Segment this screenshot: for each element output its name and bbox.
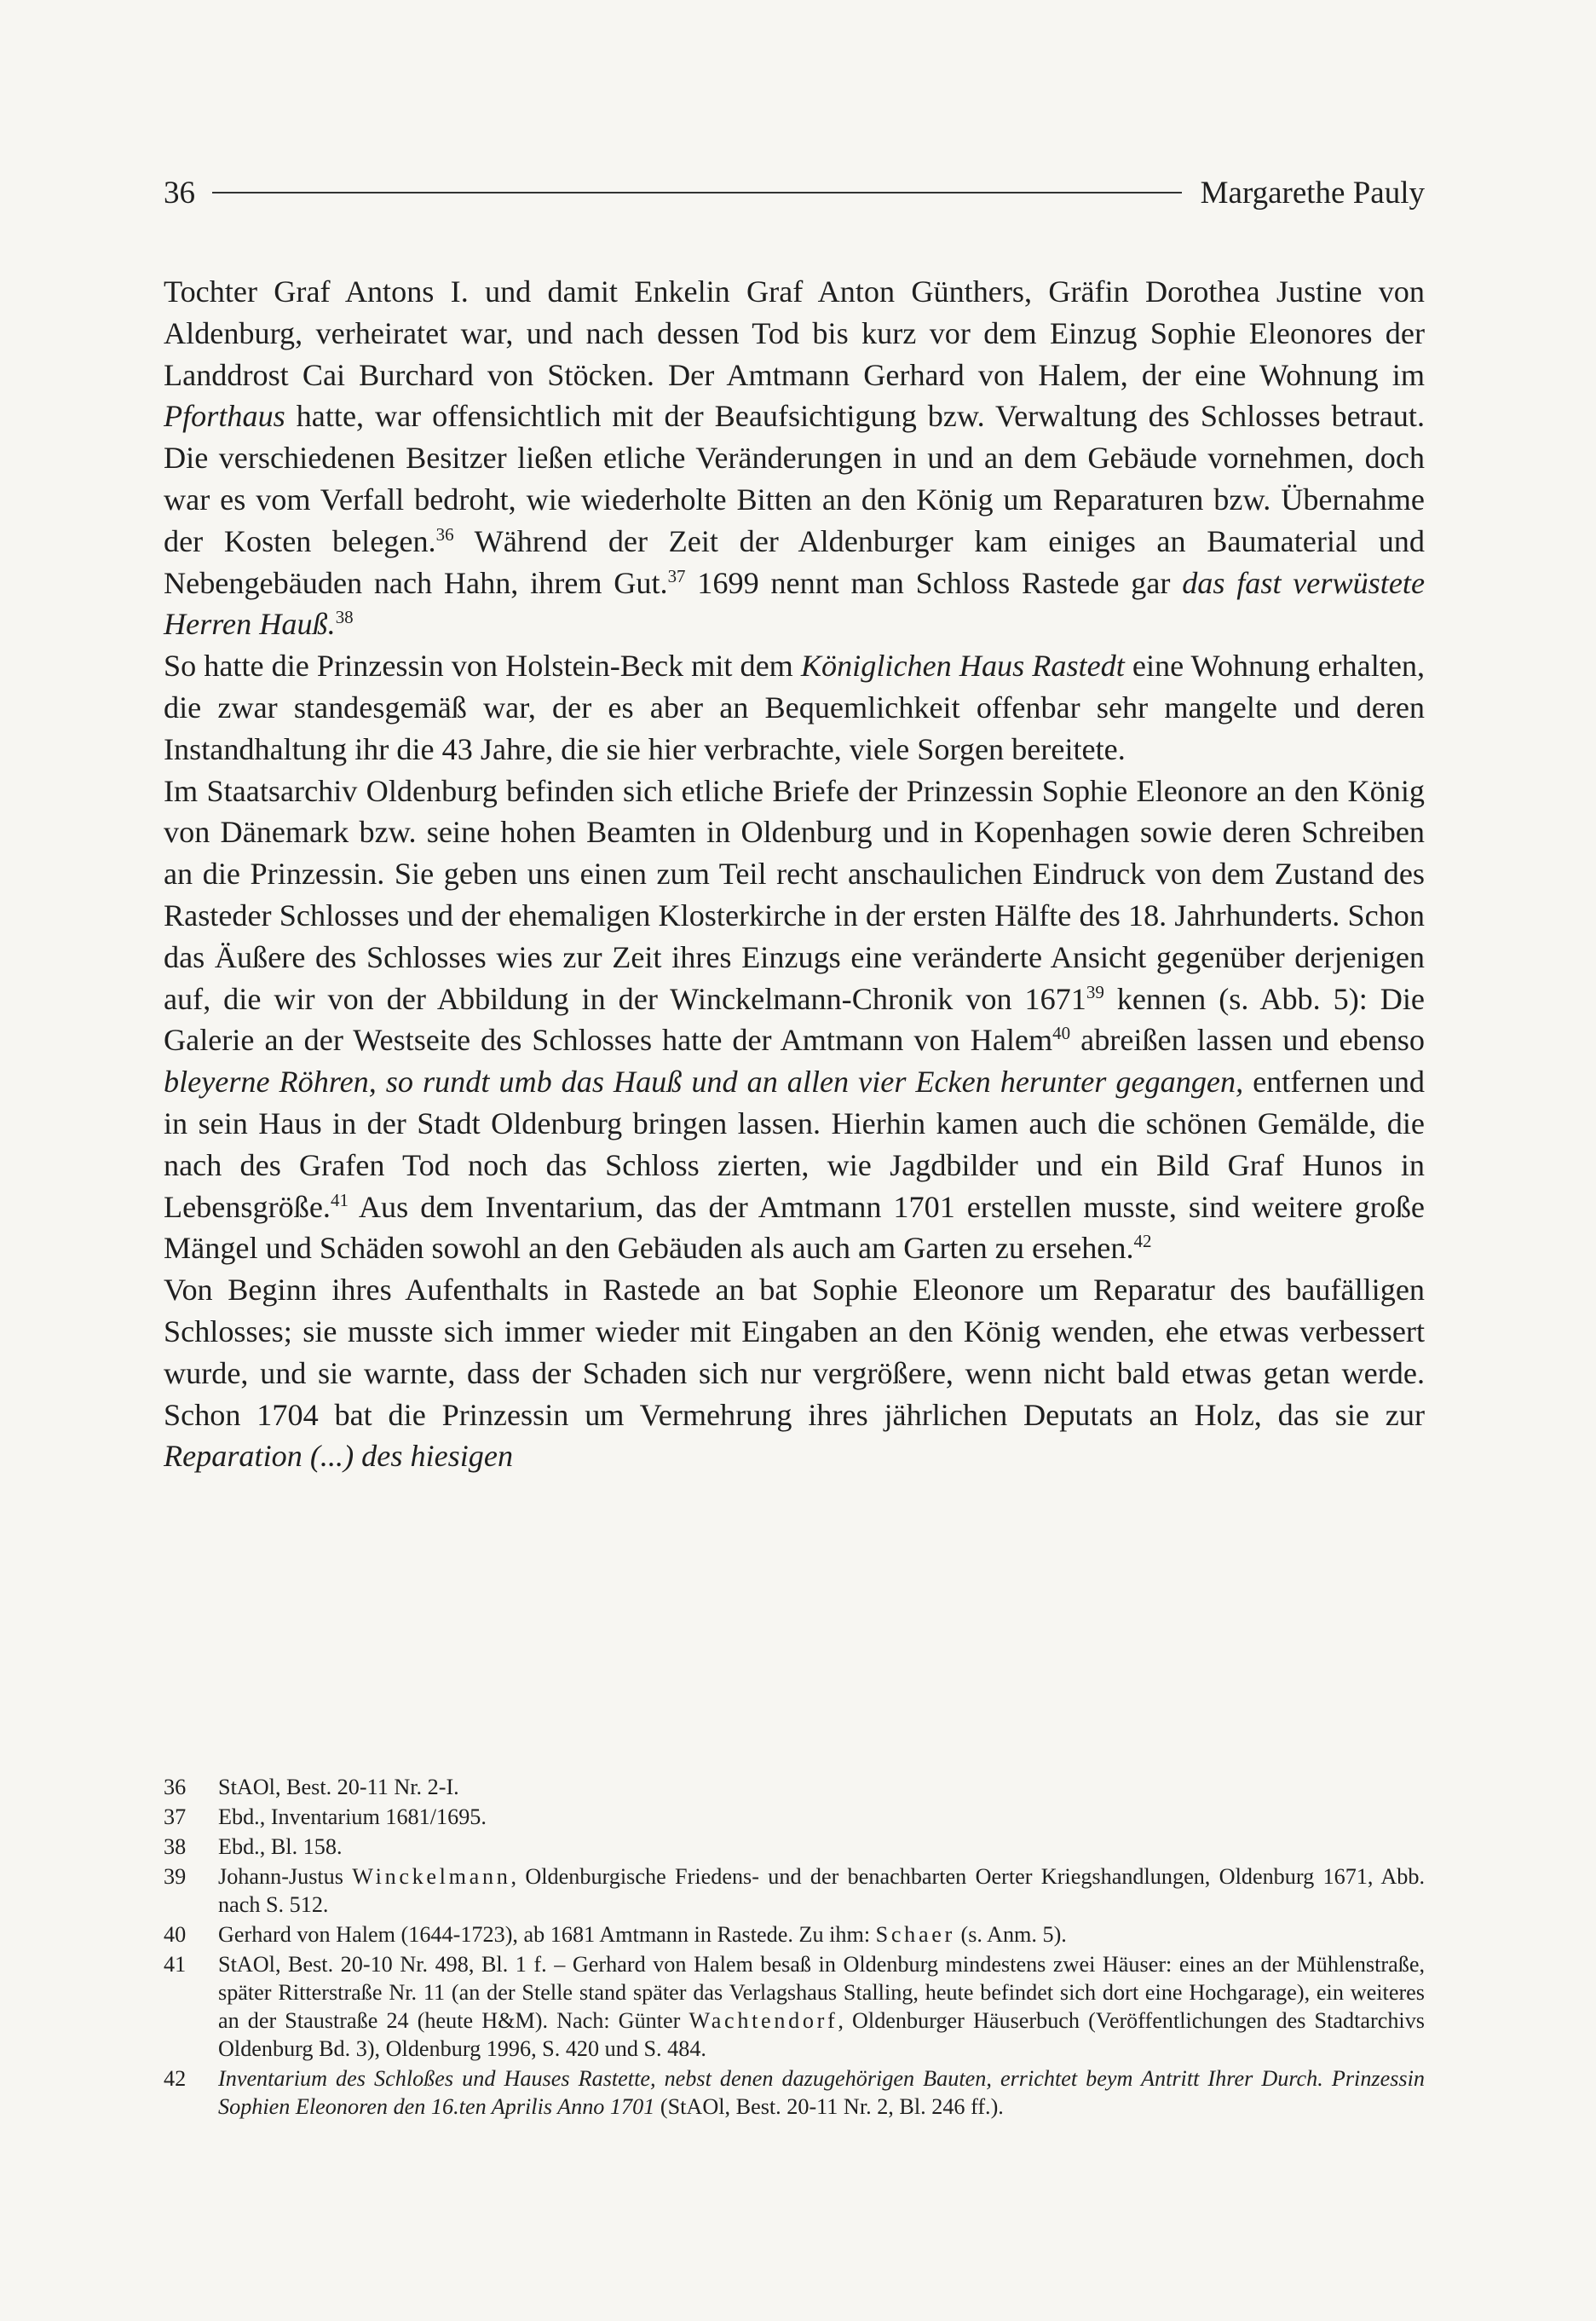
paragraph-3 [164, 771, 1425, 1270]
footnote-number: 39 [164, 1864, 187, 1889]
italic-quote: Königlichen Haus Rastedt [800, 649, 1125, 684]
footnote-text: StAOl, Best. 20-11 Nr. 2-I. [218, 1775, 459, 1799]
footnote-number: 41 [164, 1952, 187, 1977]
footnote-ref-41[interactable]: 41 [330, 1189, 349, 1210]
text-run: entfernen und in sein Haus in der Stadt Oldenburg bringen lassen. Hierhin kamen auch die schönen Gemälde, die nach des Grafen Tod noch das Schloss zierten, wie Jagdbilder und ein Bild Graf Hunos in Lebensgröße. [164, 1065, 1426, 1224]
footnote-38 [164, 1833, 1425, 1861]
main-text [164, 271, 1425, 1477]
text-run: (StAOl, Best. 20-11 Nr. 2, Bl. 246 ff.). [654, 2094, 1004, 2119]
footnote-text [218, 1862, 1425, 1919]
footnote-number: 36 [164, 1775, 187, 1799]
text-run: Von Beginn ihres Aufenthalts in Rastede an bat Sophie Eleonore um Reparatur des baufälligen Schlosses; sie musste sich immer wieder mit Eingaben an den König wenden, ehe etwas verbessert wurde, und sie warnte, dass der Schaden sich nur vergrößere, wenn nicht bald etwas getan werde. Schon 1704 bat die Prinzessin um Vermehrung ihres jährlichen Deputats an Holz, das sie zur [164, 1273, 1425, 1432]
author-name-spaced: Wachtendorf [689, 2008, 838, 2033]
footnote-number: 42 [164, 2066, 187, 2091]
author-name-spaced: Schaer [875, 1922, 955, 1947]
footnotes [164, 1773, 1425, 2122]
paragraph-4 [164, 1269, 1425, 1477]
footnote-ref-42[interactable]: 42 [1133, 1231, 1152, 1252]
text-run: Während der Zeit der Aldenburger kam einiges an Baumaterial und Nebengebäuden nach Hahn, ihrem Gut. [164, 523, 1425, 600]
italic-quote: das fast verwüstete Herren Hauß. [164, 565, 1425, 642]
text-run: Gerhard von Halem (1644-1723), ab 1681 Amtmann in Rastede. Zu ihm: [218, 1922, 876, 1947]
italic-quote: bleyerne Röhren, so rundt umb das Hauß und an allen vier Ecken herunter gegangen, [164, 1065, 1244, 1100]
footnote-40 [164, 1920, 1425, 1949]
text-run: StAOl, Best. 20-10 Nr. 498, Bl. 1 f. – Gerhard von Halem besaß in Oldenburg mindestens zwei Häuser: eines an der Mühlenstraße, später Ritterstraße Nr. 11 (an der Stelle stand später das Verlagshaus Stalling, heute befindet sich dort eine Hochgarage), ein weiteres an der Staustraße 24 (heute H&M). Nach: Günter [218, 1952, 1425, 2033]
text-run: 1699 nennt man Schloss Rastede gar [685, 565, 1183, 600]
text-run: , Oldenburgische Friedens- und der benachbarten Oerter Kriegshandlungen, Oldenburg 1671, Abb. nach S. 512. [218, 1864, 1426, 1917]
text-run: Tochter Graf Antons I. und damit Enkelin Graf Anton Günthers, Gräfin Dorothea Justine von Aldenburg, verheiratet war, und nach dessen Tod bis kurz vor dem Einzug Sophie Eleonores der Landdrost Cai Burchard von Stöcken. Der Amtmann Gerhard von Halem, der eine Wohnung im [164, 274, 1425, 392]
text-run: eine Wohnung erhalten, die zwar standesgemäß war, der es aber an Bequemlichkeit offenbar sehr mangelte und deren Instandhaltung ihr die 43 Jahre, die sie hier verbrachte, viele Sorgen bereitete. [164, 649, 1426, 766]
footnote-42 [164, 2064, 1425, 2121]
page-number: 36 [164, 175, 195, 211]
text-run: abreißen lassen und ebenso [1070, 1023, 1425, 1058]
footnote-37 [164, 1803, 1425, 1831]
paragraph-1 [164, 271, 1425, 645]
footnote-text [218, 1920, 1425, 1949]
text-run: Johann-Justus [218, 1864, 353, 1889]
text-run: hatte, war offensichtlich mit der Beaufsichtigung bzw. Verwaltung des Schlosses betraut. Die verschiedenen Besitzer ließen etliche Veränderungen in und an dem Gebäude vornehmen, doch war es vom Verfall bedroht, wie wiederholte Bitten an den König um Reparaturen bzw. Übernahme der Kosten belegen. [164, 399, 1425, 558]
footnote-39 [164, 1862, 1425, 1919]
footnote-ref-38[interactable]: 38 [335, 607, 354, 628]
footnote-ref-37[interactable]: 37 [667, 565, 686, 586]
text-run: (s. Anm. 5). [954, 1922, 1067, 1947]
footnote-ref-36[interactable]: 36 [435, 523, 454, 545]
text-run: Aus dem Inventarium, das der Amtmann 1701 erstellen musste, sind weitere große Mängel und Schäden sowohl an den Gebäuden als auch am Garten zu ersehen. [164, 1189, 1425, 1266]
footnote-number: 37 [164, 1804, 187, 1829]
footnote-text: Ebd., Inventarium 1681/1695. [218, 1804, 487, 1829]
paragraph-2 [164, 645, 1425, 770]
footnote-36 [164, 1773, 1425, 1801]
author-name-spaced: Winckelmann [352, 1864, 511, 1889]
footnote-41 [164, 1950, 1425, 2063]
text-run: , Oldenburger Häuserbuch (Veröffentlichungen des Stadtarchivs Oldenburg Bd. 3), Oldenburg 1996, S. 420 und S. 484. [218, 2008, 1425, 2061]
italic-title: Inventarium des Schloßes und Hauses Rastette, nebst denen dazugehörigen Bauten, errichtet beym Antritt Ihrer Durch. Prinzessin Sophien Eleonoren den 16.ten Aprilis Anno 1701 [218, 2066, 1425, 2119]
italic-quote: Pforthaus [164, 399, 285, 434]
header-rule [212, 192, 1182, 193]
italic-quote: Reparation (...) des hiesigen [164, 1439, 514, 1474]
footnote-text [218, 2064, 1425, 2121]
footnote-text [218, 1950, 1425, 2063]
text-run: So hatte die Prinzessin von Holstein-Beck mit dem [164, 649, 801, 684]
running-header [164, 167, 1425, 218]
footnote-ref-40[interactable]: 40 [1052, 1023, 1071, 1044]
footnote-ref-39[interactable]: 39 [1086, 981, 1104, 1002]
text-run: Im Staatsarchiv Oldenburg befinden sich etliche Briefe der Prinzessin Sophie Eleonore an den König von Dänemark bzw. seine hohen Beamten in Oldenburg und in Kopenhagen sowie deren Schreiben an die Prinzessin. Sie geben uns einen zum Teil recht anschaulichen Eindruck von dem Zustand des Rasteder Schlosses und der ehemaligen Klosterkirche in der ersten Hälfte des 18. Jahrhunderts. Schon das Äußere des Schlosses wies zur Zeit ihres Einzugs eine veränderte Ansicht gegenüber derjenigen auf, die wir von der Abbildung in der Winckelmann-Chronik von 1671 [164, 773, 1425, 1016]
running-header-author: Margarethe Pauly [1200, 175, 1425, 211]
footnote-number: 38 [164, 1834, 187, 1859]
text-run: kennen (s. Abb. 5): Die Galerie an der Westseite des Schlosses hatte der Amtmann von Halem [164, 981, 1425, 1058]
footnote-number: 40 [164, 1922, 187, 1947]
footnote-text: Ebd., Bl. 158. [218, 1834, 343, 1859]
